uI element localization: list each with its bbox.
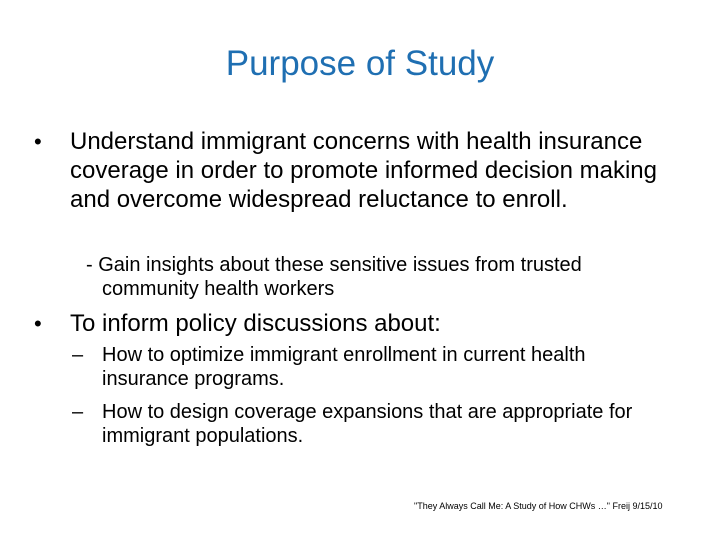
dash-icon: – (72, 344, 84, 366)
subpoint-gain-insights (86, 253, 686, 301)
bullet-text: Understand immigrant concerns with health insurance coverage in order to promote informed decision making and overcome widespread reluctance to enroll. (70, 128, 657, 213)
subpoint-line-2: community health workers (102, 278, 335, 300)
bullet-dot-icon: • (34, 311, 42, 336)
slide-title: Purpose of Study (225, 44, 495, 83)
footer-citation: "They Always Call Me: A Study of How CHWs …" Freij 9/15/10 (414, 501, 663, 511)
subitem-text: How to design coverage expansions that are appropriate for immigrant populations. (102, 401, 633, 447)
dash-icon: – (72, 401, 84, 423)
subitem-design (72, 400, 662, 448)
bullet-text: To inform policy discussions about: (70, 310, 441, 337)
subpoint-line-1: - Gain insights about these sensitive issues from trusted (86, 254, 582, 276)
bullet-policy (34, 309, 690, 338)
bullet-dot-icon: • (34, 129, 42, 154)
bullet-understand (34, 127, 690, 214)
subitem-optimize (72, 343, 662, 391)
subitem-text: How to optimize immigrant enrollment in current health insurance programs. (102, 344, 586, 390)
